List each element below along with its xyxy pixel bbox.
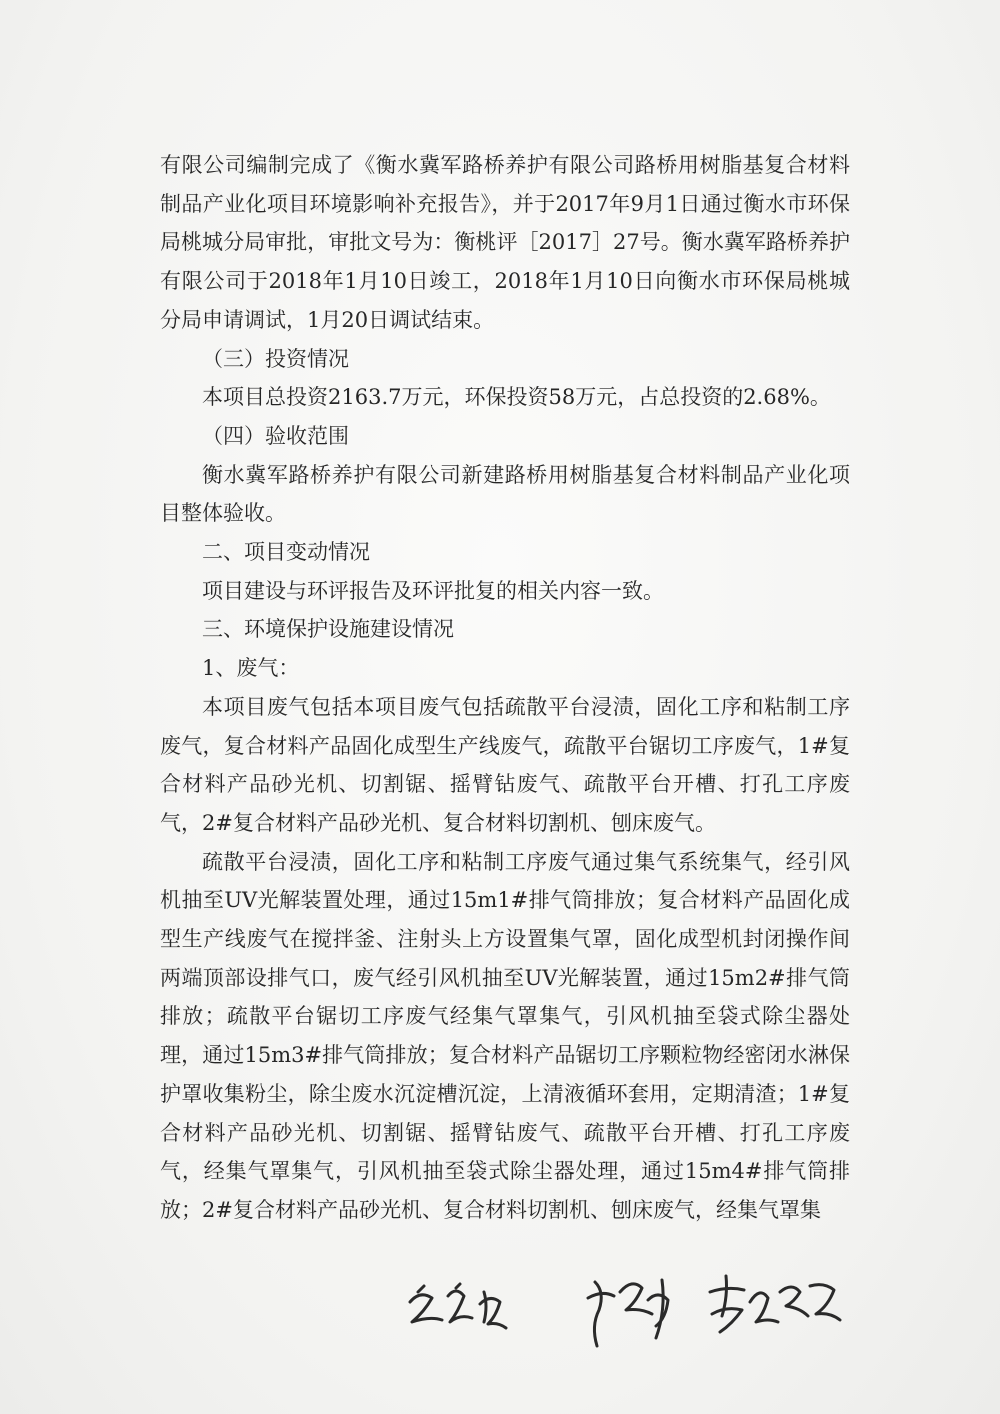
paragraph-approval-history: 有限公司编制完成了《衡水冀军路桥养护有限公司路桥用树脂基复合材料制品产业化项目环境影响补充报告》，并于2017年9月1日通过衡水市环保局桃城分局审批，审批文号为：衡桃评［2017］27号。衡水冀军路桥养护有限公司于2018年1月10日竣工，2018年1月10日向衡水市环保局桃城分局申请调试，1月20日调试结束。 [160,153,850,332]
signature-2 [588,1280,668,1346]
signature-1 [410,1284,506,1328]
document-body [160,146,850,1230]
paragraph-acceptance-scope: 衡水冀军路桥养护有限公司新建路桥用树脂基复合材料制品产业化项目整体验收。 [160,462,850,526]
paragraph-waste-gas-sources: 本项目废气包括本项目废气包括疏散平台浸渍，固化工序和粘制工序废气，复合材料产品固化成型生产线废气，疏散平台锯切工序废气，1#复合材料产品砂光机、切割锯、摇臂钻废气、疏散平台开槽、打孔工序废气，2#复合材料产品砂光机、复合材料切割机、刨床废气。 [160,694,850,835]
signature-area [400,1262,860,1362]
paragraph-project-changes: 项目建设与环评报告及环评批复的相关内容一致。 [202,578,664,603]
handwritten-signatures [400,1262,860,1362]
heading-project-changes: 二、项目变动情况 [202,540,370,565]
heading-environmental-facilities: 三、环境保护设施建设情况 [202,617,454,642]
heading-investment: （三）投资情况 [202,346,349,371]
signature-3 [710,1276,840,1332]
paragraph-waste-gas-treatment: 疏散平台浸渍，固化工序和粘制工序废气通过集气系统集气，经引风机抽至UV光解装置处理，通过15m1#排气筒排放；复合材料产品固化成型生产线废气在搅拌釜、注射头上方设置集气罩，固化成型机封闭操作间两端顶部设排气口，废气经引风机抽至UV光解装置，通过15m2#排气筒排放；疏散平台锯切工序废气经集气罩集气，引风机抽至袋式除尘器处理，通过15m3#排气筒排放；复合材料产品锯切工序颗粒物经密闭水淋保护罩收集粉尘，除尘废水沉淀槽沉淀，上清液循环套用，定期清渣；1#复合材料产品砂光机、切割锯、摇臂钻废气、疏散平台开槽、打孔工序废气，经集气罩集气，引风机抽至袋式除尘器处理，通过15m4#排气筒排放；2#复合材料产品砂光机、复合材料切割机、刨床废气，经集气罩集 [160,849,850,1222]
paragraph-investment: 本项目总投资2163.7万元，环保投资58万元，占总投资的2.68%。 [202,385,831,410]
heading-waste-gas: 1、废气： [202,656,300,681]
heading-acceptance-scope: （四）验收范围 [202,423,349,448]
